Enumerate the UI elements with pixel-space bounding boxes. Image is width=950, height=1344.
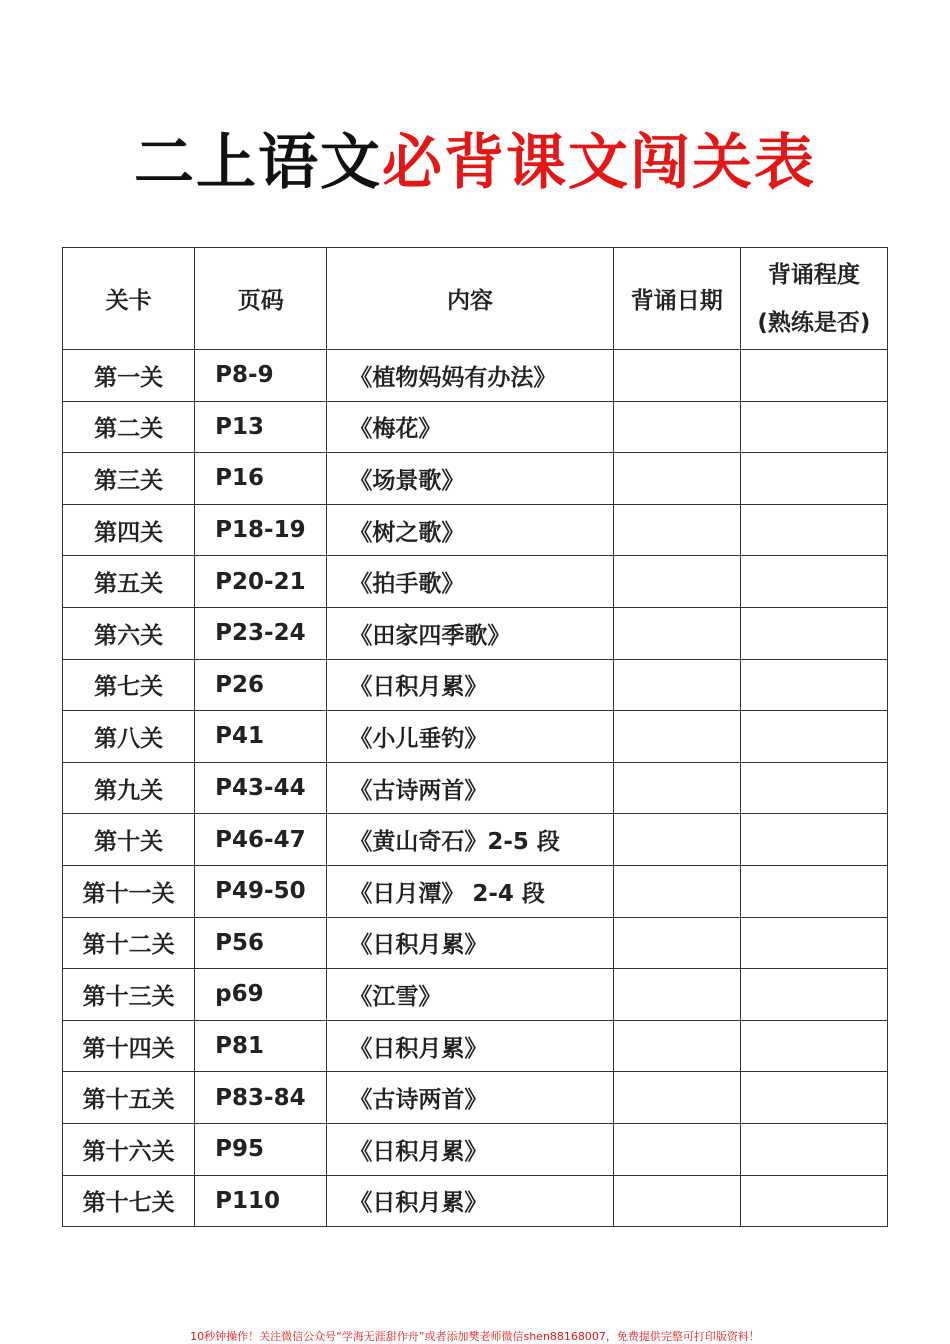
- cell-stage: 第十五关: [63, 1072, 195, 1124]
- cell-level: [740, 504, 887, 556]
- cell-page: p69: [195, 969, 327, 1021]
- cell-stage: 第二关: [63, 401, 195, 453]
- header-stage: 关卡: [63, 248, 195, 350]
- cell-content: 《小儿垂钓》: [327, 711, 613, 763]
- cell-content: 《江雪》: [327, 969, 613, 1021]
- cell-page: P46-47: [195, 814, 327, 866]
- cell-stage: 第十二关: [63, 917, 195, 969]
- cell-page: P43-44: [195, 762, 327, 814]
- cell-content: 《场景歌》: [327, 453, 613, 505]
- footer-note: 10秒钟操作！关注微信公众号“学海无涯甜作舟”或者添加樊老师微信shen88168007，免费提供完整可打印版资料！: [190, 1330, 760, 1343]
- cell-date: [613, 1072, 740, 1124]
- table-row: [63, 814, 888, 866]
- table-row: [63, 1072, 888, 1124]
- recitation-table: [62, 247, 888, 1227]
- cell-stage: 第十七关: [63, 1175, 195, 1227]
- cell-date: [613, 556, 740, 608]
- cell-level: [740, 659, 887, 711]
- cell-page: P20-21: [195, 556, 327, 608]
- cell-date: [613, 917, 740, 969]
- cell-date: [613, 350, 740, 402]
- title-black-part: 二上语文: [134, 128, 382, 198]
- cell-stage: 第十三关: [63, 969, 195, 1021]
- table-row: [63, 401, 888, 453]
- cell-content: 《植物妈妈有办法》: [327, 350, 613, 402]
- cell-level: [740, 453, 887, 505]
- title-red-part: 必背课文闯关表: [382, 128, 816, 198]
- cell-date: [613, 504, 740, 556]
- cell-content: 《日积月累》: [327, 1123, 613, 1175]
- header-page: 页码: [195, 248, 327, 350]
- cell-date: [613, 659, 740, 711]
- cell-page: P16: [195, 453, 327, 505]
- table-row: [63, 865, 888, 917]
- cell-level: [740, 711, 887, 763]
- cell-date: [613, 711, 740, 763]
- cell-stage: 第三关: [63, 453, 195, 505]
- cell-page: P41: [195, 711, 327, 763]
- cell-stage: 第十关: [63, 814, 195, 866]
- cell-stage: 第九关: [63, 762, 195, 814]
- cell-stage: 第四关: [63, 504, 195, 556]
- cell-content: 《黄山奇石》2-5 段: [327, 814, 613, 866]
- cell-level: [740, 556, 887, 608]
- cell-stage: 第五关: [63, 556, 195, 608]
- cell-content: 《日积月累》: [327, 1175, 613, 1227]
- cell-page: P49-50: [195, 865, 327, 917]
- header-date: 背诵日期: [613, 248, 740, 350]
- cell-level: [740, 607, 887, 659]
- table-row: [63, 1020, 888, 1072]
- table-row: [63, 1175, 888, 1227]
- cell-level: [740, 969, 887, 1021]
- table-row: [63, 917, 888, 969]
- cell-content: 《田家四季歌》: [327, 607, 613, 659]
- cell-level: [740, 917, 887, 969]
- cell-level: [740, 401, 887, 453]
- cell-level: [740, 865, 887, 917]
- cell-date: [613, 814, 740, 866]
- page-title: [0, 118, 950, 208]
- table-header-row: [63, 248, 888, 350]
- cell-level: [740, 1072, 887, 1124]
- cell-page: P13: [195, 401, 327, 453]
- cell-level: [740, 814, 887, 866]
- cell-stage: 第七关: [63, 659, 195, 711]
- cell-stage: 第六关: [63, 607, 195, 659]
- header-level-line2: (熟练是否): [757, 309, 871, 336]
- cell-date: [613, 1175, 740, 1227]
- cell-stage: 第十六关: [63, 1123, 195, 1175]
- cell-stage: 第十四关: [63, 1020, 195, 1072]
- cell-date: [613, 453, 740, 505]
- cell-stage: 第八关: [63, 711, 195, 763]
- cell-date: [613, 762, 740, 814]
- cell-level: [740, 1020, 887, 1072]
- cell-content: 《梅花》: [327, 401, 613, 453]
- cell-page: P83-84: [195, 1072, 327, 1124]
- cell-page: P8-9: [195, 350, 327, 402]
- cell-level: [740, 1123, 887, 1175]
- cell-level: [740, 1175, 887, 1227]
- cell-level: [740, 762, 887, 814]
- header-level-line1: 背诵程度: [767, 261, 860, 288]
- cell-content: 《日积月累》: [327, 659, 613, 711]
- cell-page: P56: [195, 917, 327, 969]
- cell-page: P26: [195, 659, 327, 711]
- cell-level: [740, 350, 887, 402]
- table-row: [63, 659, 888, 711]
- cell-date: [613, 607, 740, 659]
- table-row: [63, 711, 888, 763]
- table-row: [63, 556, 888, 608]
- table-row: [63, 350, 888, 402]
- table-row: [63, 607, 888, 659]
- cell-date: [613, 401, 740, 453]
- cell-date: [613, 1123, 740, 1175]
- cell-content: 《拍手歌》: [327, 556, 613, 608]
- cell-page: P81: [195, 1020, 327, 1072]
- table-row: [63, 504, 888, 556]
- cell-date: [613, 969, 740, 1021]
- cell-stage: 第十一关: [63, 865, 195, 917]
- cell-date: [613, 865, 740, 917]
- table-row: [63, 969, 888, 1021]
- table-row: [63, 1123, 888, 1175]
- header-level: [740, 248, 887, 350]
- cell-content: 《古诗两首》: [327, 1072, 613, 1124]
- cell-content: 《树之歌》: [327, 504, 613, 556]
- cell-content: 《日积月累》: [327, 1020, 613, 1072]
- cell-content: 《日积月累》: [327, 917, 613, 969]
- table-row: [63, 762, 888, 814]
- header-content: 内容: [327, 248, 613, 350]
- cell-content: 《日月潭》 2-4 段: [327, 865, 613, 917]
- cell-page: P110: [195, 1175, 327, 1227]
- cell-page: P95: [195, 1123, 327, 1175]
- cell-date: [613, 1020, 740, 1072]
- cell-stage: 第一关: [63, 350, 195, 402]
- cell-page: P18-19: [195, 504, 327, 556]
- cell-content: 《古诗两首》: [327, 762, 613, 814]
- cell-page: P23-24: [195, 607, 327, 659]
- table-row: [63, 453, 888, 505]
- table-body: [63, 350, 888, 1227]
